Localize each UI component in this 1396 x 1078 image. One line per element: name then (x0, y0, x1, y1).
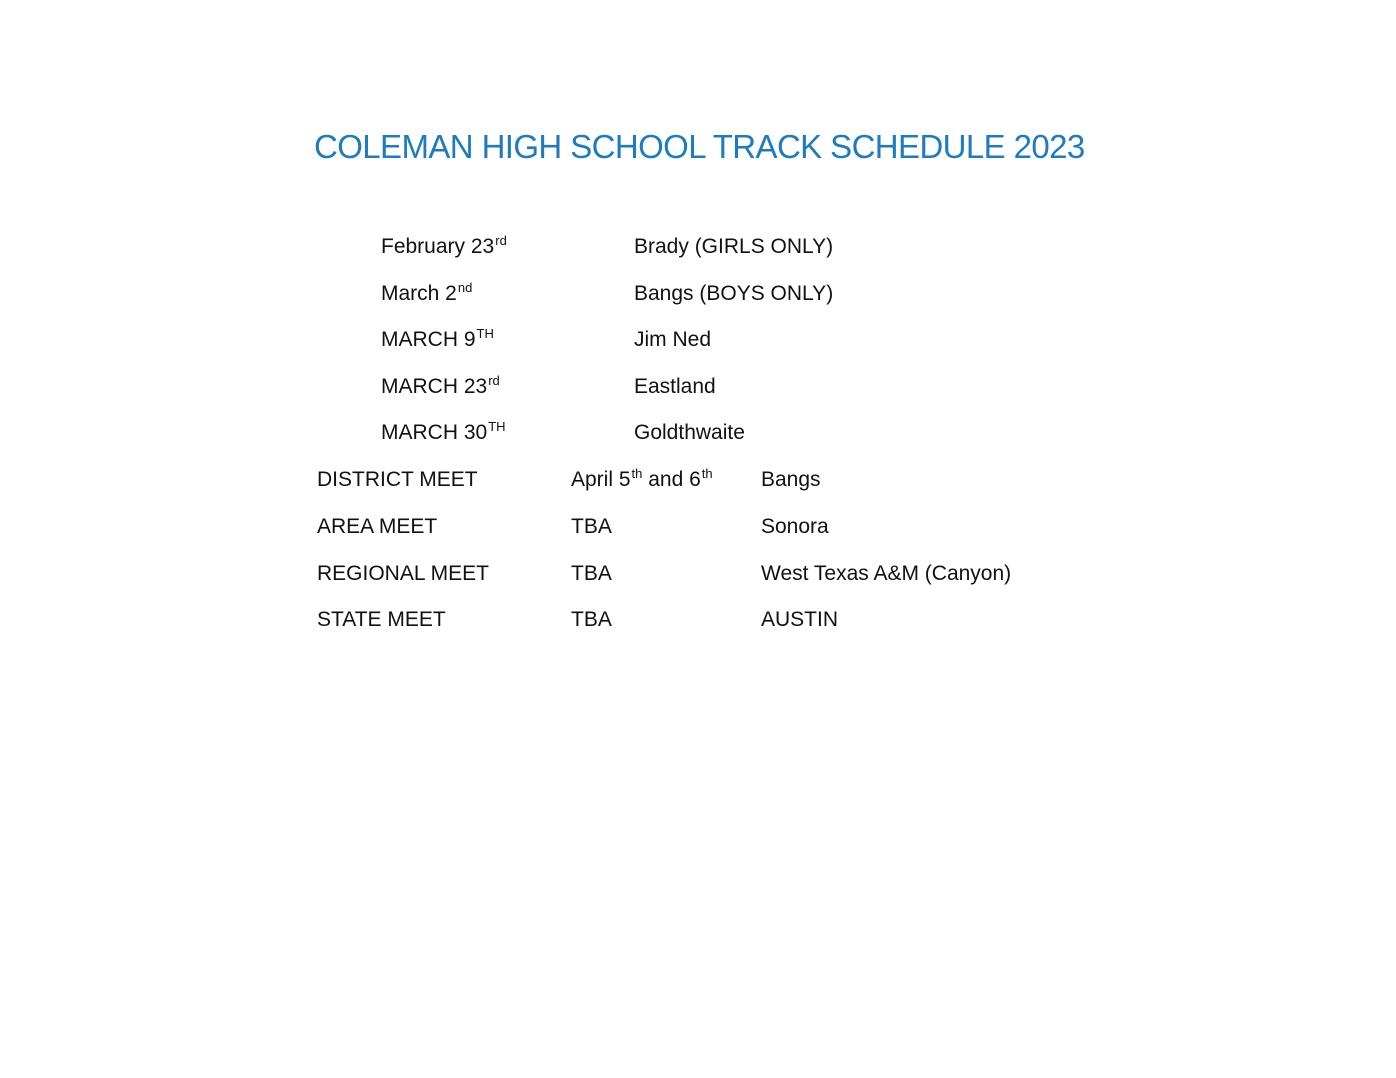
meet-date-suffix: nd (457, 280, 473, 295)
postseason-location: AUSTIN (761, 608, 839, 631)
postseason-name: REGIONAL MEET (317, 562, 489, 585)
meet-date-text: MARCH 23 (381, 375, 488, 398)
meet-date (381, 327, 494, 353)
postseason-date-suffix: th (631, 466, 643, 481)
meet-location: Eastland (634, 375, 716, 398)
page-title: COLEMAN HIGH SCHOOL TRACK SCHEDULE 2023 (314, 128, 1085, 165)
postseason-date: TBA (571, 608, 612, 631)
meet-date-text: MARCH 30 (381, 421, 488, 444)
meet-date-suffix: TH (476, 326, 494, 341)
meet-date-suffix: rd (488, 373, 500, 388)
postseason-name: DISTRICT MEET (317, 468, 478, 491)
meet-date-text: MARCH 9 (381, 328, 476, 351)
postseason-date: TBA (571, 562, 612, 585)
postseason-name: AREA MEET (317, 515, 438, 538)
meet-location: Jim Ned (634, 328, 712, 351)
meet-date (381, 234, 507, 260)
meet-location: Goldthwaite (634, 421, 745, 444)
meet-date-text: March 2 (381, 282, 457, 305)
postseason-location: Sonora (761, 515, 829, 538)
meet-date-suffix: TH (488, 419, 506, 434)
postseason-name: STATE MEET (317, 608, 446, 631)
meet-date-suffix: rd (495, 233, 507, 248)
meet-date (381, 281, 472, 307)
postseason-date-suffix: th (701, 466, 713, 481)
postseason-date-text: and 6 (642, 468, 701, 491)
postseason-date: TBA (571, 515, 612, 538)
meet-date (381, 420, 506, 446)
meet-location: Brady (GIRLS ONLY) (634, 235, 834, 258)
postseason-location: West Texas A&M (Canyon) (761, 562, 1012, 585)
meet-location: Bangs (BOYS ONLY) (634, 282, 834, 305)
postseason-date-text: April 5 (571, 468, 631, 491)
postseason-date (571, 467, 713, 493)
meet-date-text: February 23 (381, 235, 495, 258)
postseason-location: Bangs (761, 468, 821, 491)
meet-date (381, 374, 500, 400)
